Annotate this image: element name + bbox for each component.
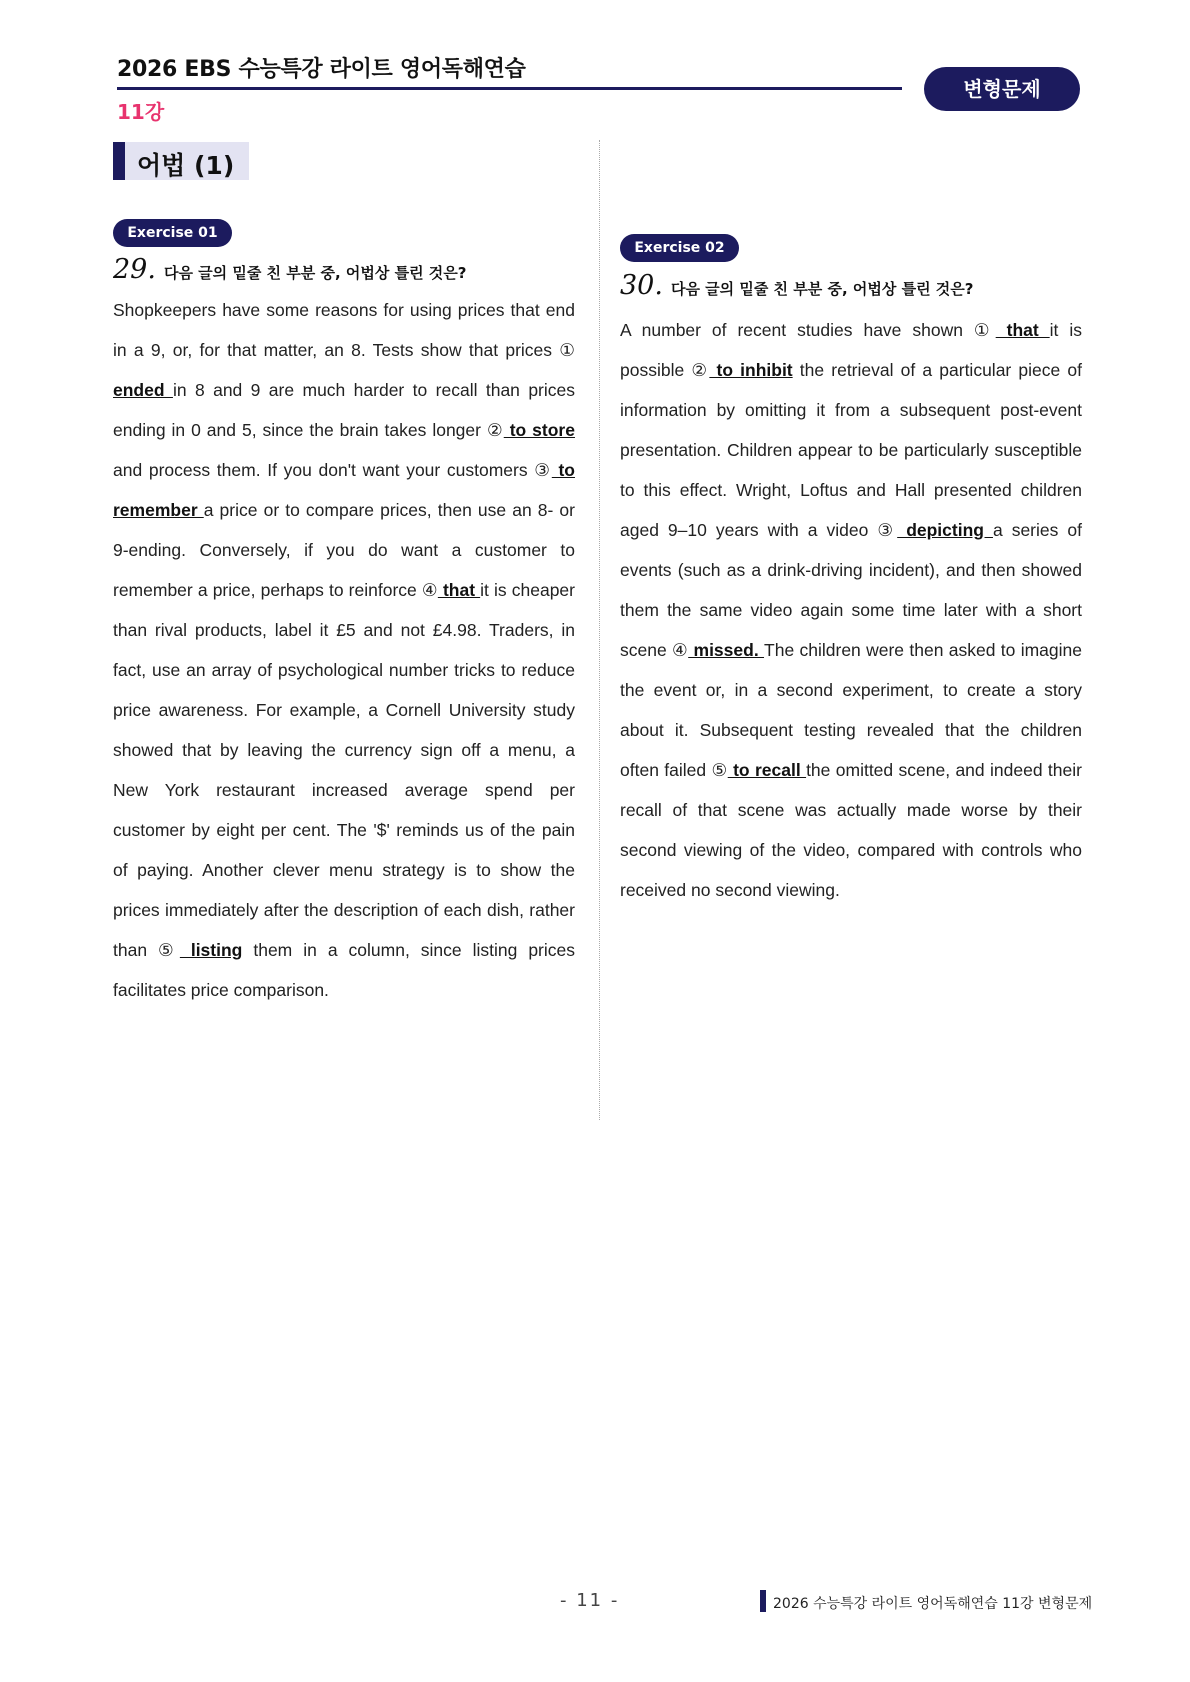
- choice-marker: ④: [672, 640, 689, 660]
- page-number: - 11 -: [560, 1590, 620, 1611]
- exercise-label: Exercise 02: [620, 234, 739, 262]
- underlined-choice: that: [437, 580, 481, 600]
- passage-text: and process them. If you don't want your customers: [113, 460, 535, 480]
- passage-text: A number of recent studies have shown: [620, 320, 974, 340]
- passage-text: the retrieval of a particular piece of information by omitting it from a subsequent post-event presentation. Children appear to be particularly susceptible to this effect. Wright, Loftus and Hall presented children aged 9–10 years with a video: [620, 360, 1082, 540]
- choice-marker: ⑤: [158, 940, 180, 960]
- underlined-choice: to inhibit: [709, 360, 793, 380]
- passage: [113, 290, 575, 1010]
- choice-marker: ②: [486, 420, 504, 440]
- question-number: 30.: [620, 270, 663, 301]
- question-heading: [113, 254, 466, 285]
- footer-title: 2026 수능특강 라이트 영어독해연습 11강 변형문제: [773, 1596, 1093, 1612]
- header-rule: [117, 87, 902, 90]
- choice-marker: ①: [559, 340, 575, 360]
- underlined-choice: missed.: [688, 640, 765, 660]
- underlined-choice: depicting: [897, 520, 993, 540]
- passage-text: The children were then asked to imagine the event or, in a second experiment, to create a story about it. Subsequent testing revealed that the children often failed: [620, 640, 1082, 780]
- question-number: 29.: [113, 254, 156, 285]
- section-title: 어법 (1): [137, 151, 235, 180]
- section-marker: [113, 142, 125, 180]
- passage-text: them in a column, since listing prices facilitates price comparison.: [113, 940, 576, 1000]
- section-heading: [113, 142, 249, 180]
- footer-marker: [760, 1590, 766, 1612]
- passage-text: Shopkeepers have some reasons for using prices that end in a 9, or, for that matter, an 8. Tests show that prices: [113, 300, 575, 360]
- choice-marker: ①: [973, 320, 996, 340]
- question-heading: [620, 270, 973, 301]
- choice-marker: ③: [877, 520, 898, 540]
- page-type-badge: 변형문제: [924, 67, 1080, 111]
- question-prompt: 다음 글의 밑줄 친 부분 중, 어법상 틀린 것은?: [163, 264, 467, 282]
- choice-marker: ④: [421, 580, 438, 600]
- passage-text: the omitted scene, and indeed their recall of that scene was actually made worse by their second viewing of the video, compared with controls who received no second viewing.: [620, 760, 1082, 900]
- underlined-choice: that: [995, 320, 1050, 340]
- passage-text: it is cheaper than rival products, label it £5 and not £4.98. Traders, in fact, use an array of psychological number tricks to reduce price awareness. For example, a Cornell University study showed that by leaving the currency sign off a menu, a New York restaurant increased average spend per customer by eight per cent. The '$' reminds us of the pain of paying. Another clever menu strategy is to show the prices immediately after the description of each dish, rather than: [113, 580, 575, 960]
- passage-text: a price or to compare prices, then use an 8- or 9-ending. Conversely, if you do want a customer to remember a price, perhaps to reinforce: [113, 500, 575, 600]
- exercise-label: Exercise 01: [113, 219, 232, 247]
- question-prompt: 다음 글의 밑줄 친 부분 중, 어법상 틀린 것은?: [670, 280, 974, 298]
- underlined-choice: listing: [179, 940, 243, 960]
- underlined-choice: to store: [503, 420, 575, 440]
- choice-marker: ⑤: [711, 760, 728, 780]
- choice-marker: ②: [691, 360, 710, 380]
- lesson-number: 11강: [117, 100, 165, 124]
- passage-text: a series of events (such as a drink-driving incident), and then showed them the same video again some time later with a short scene: [620, 520, 1082, 660]
- column-divider: [599, 140, 600, 1120]
- passage: [620, 310, 1082, 910]
- passage-text: it is possible: [620, 320, 1082, 380]
- book-title: 2026 EBS 수능특강 라이트 영어독해연습: [117, 57, 526, 82]
- underlined-choice: to remember: [113, 460, 575, 520]
- passage-text: in 8 and 9 are much harder to recall than prices ending in 0 and 5, since the brain takes longer: [113, 380, 575, 440]
- underlined-choice: to recall: [727, 760, 807, 780]
- underlined-choice: ended: [113, 380, 173, 400]
- choice-marker: ③: [534, 460, 552, 480]
